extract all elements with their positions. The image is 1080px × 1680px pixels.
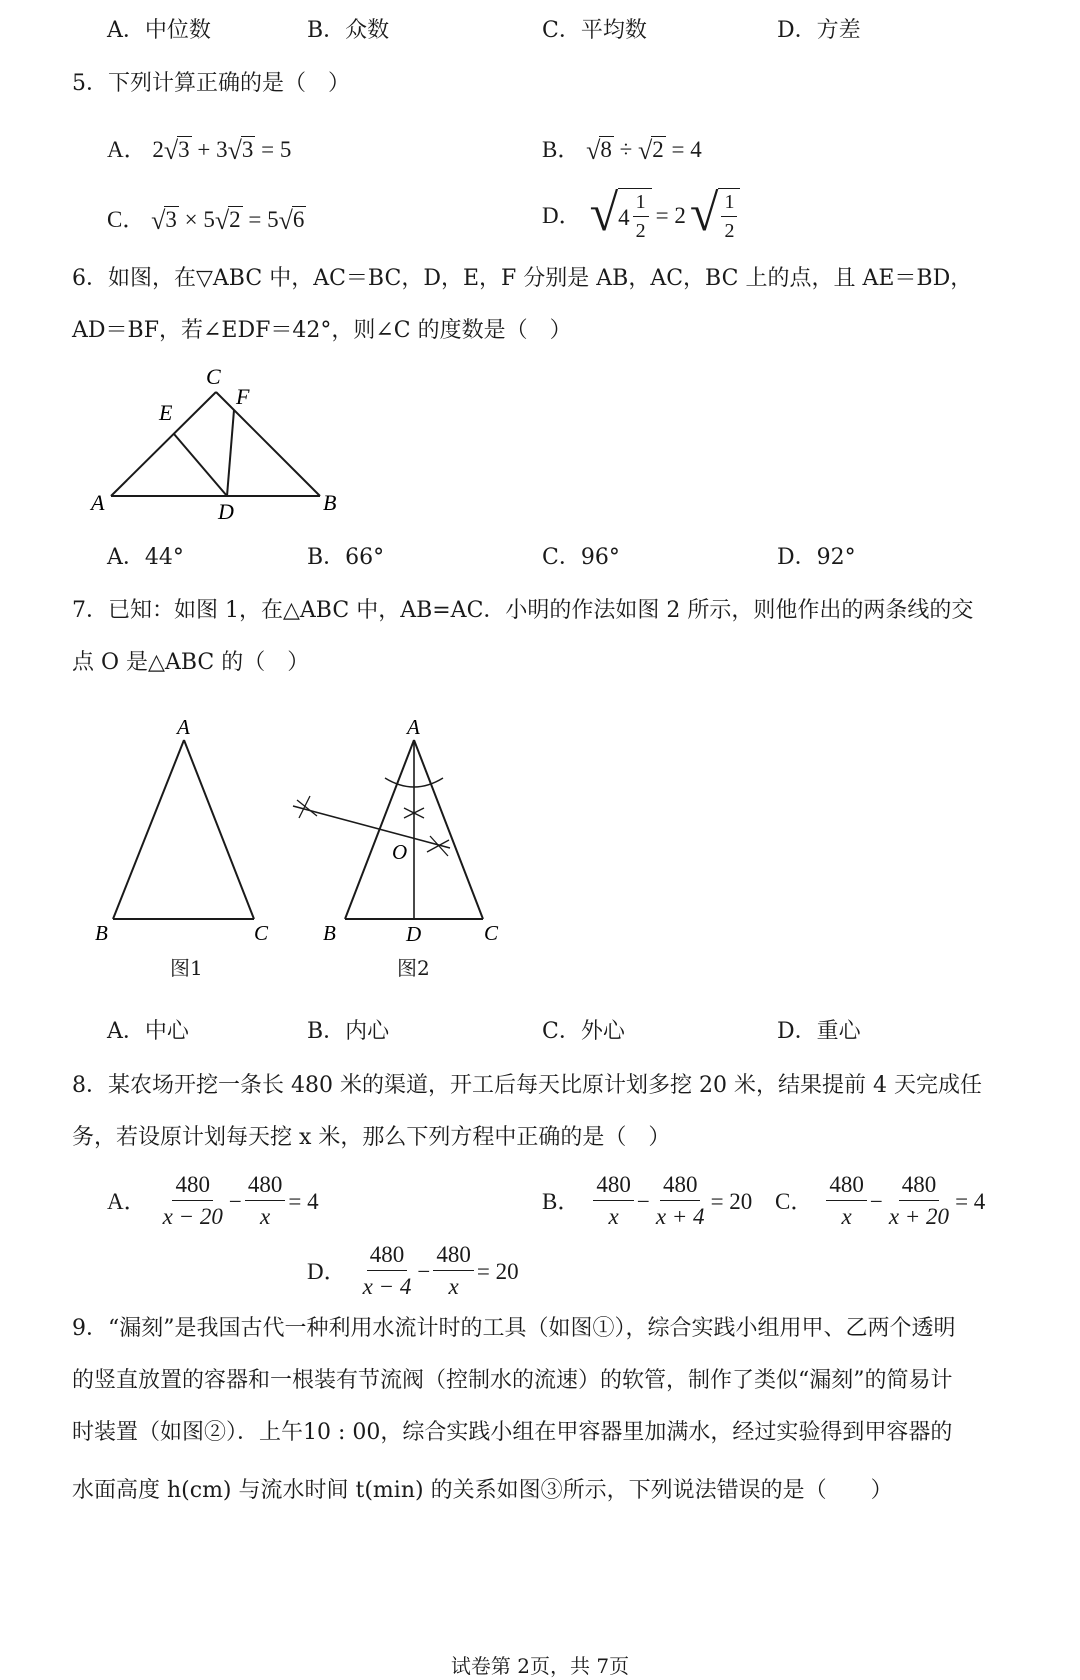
q6-option-c[interactable]: C．96° [542,545,620,570]
label-b: B [323,490,337,515]
fig1-label-b: B [95,921,108,945]
q7-stem-line1: 7．已知：如图 1，在△ABC 中，AB=AC．小明的作法如图 2 所示，则他作出的两条线的交 [72,598,974,623]
q5-option-b[interactable]: B． √8 ÷ √2 = 4 [542,136,702,165]
q7-figure-2 [293,715,499,946]
q7-option-d[interactable]: D．重心 [777,1019,861,1044]
q9-stem-line3: 时装置（如图②）．上午10 : 00，综合实践小组在甲容器里加满水，经过实验得到甲容器的 [72,1420,953,1445]
q9-stem-line2: 的竖直放置的容器和一根装有节流阀（控制水的流速）的软管，制作了类似“漏刻”的简易计 [72,1368,953,1393]
segment-ed [174,434,227,496]
fig2-caption: 图2 [397,956,430,980]
fig2-label-d: D [406,922,422,946]
q4-option-d[interactable]: D．方差 [777,18,861,43]
fig1-label-c: C [254,921,269,945]
q4-option-b[interactable]: B．众数 [307,18,390,43]
fig1-label-a: A [177,715,190,739]
q7-figure-1 [95,715,269,945]
fig1-side-ac [184,740,254,919]
q6-triangle-figure [85,362,365,522]
label-e: E [159,400,173,425]
fig1-caption: 图1 [170,956,203,980]
page-footer: 试卷第 2页，共 7页 [450,1654,630,1678]
label-d: D [218,499,234,522]
q8-option-d[interactable]: D． $\frac{480}{x - 4}$ − $\frac{480}{x}$ = 20 [307,1242,519,1300]
q6-option-d[interactable]: D．92° [777,545,856,570]
fig2-label-a: A [407,715,420,739]
label-a: A [91,490,105,515]
q5-stem: 5．下列计算正确的是（ ） [72,71,350,96]
fig2-label-o: O [392,840,408,864]
q6-stem-line1: 6．如图，在▽ABC 中，AC＝BC，D，E，F 分别是 AB，AC，BC 上的点，且 AE＝BD， [72,266,973,291]
q7-option-b[interactable]: B．内心 [307,1019,390,1044]
q9-stem-line1: 9．“漏刻”是我国古代一种利用水流计时的工具（如图①），综合实践小组用甲、乙两个透明 [72,1316,956,1341]
fig2-side-ac [414,740,483,919]
q7-stem-line2: 点 O 是△ABC 的（ ） [72,650,310,675]
fig2-arc-mark-right [427,836,449,856]
fig2-label-c: C [484,921,499,945]
q7-figures [85,712,515,982]
q8-stem-line1: 8．某农场开挖一条长 480 米的渠道，开工后每天比原计划多挖 20 米，结果提前 4 天完成任 [72,1073,982,1098]
q7-option-c[interactable]: C．外心 [542,1019,625,1044]
q7-option-a[interactable]: A．中心 [107,1019,189,1044]
fig2-perpendicular-bisector [293,806,450,848]
fig2-arc-mark-left [297,796,317,818]
q8-option-b[interactable]: B． $\frac{480}{x}$ − $\frac{480}{x + 4}$ = 20 [542,1172,753,1230]
q8-option-c[interactable]: C． $\frac{480}{x}$ − $\frac{480}{x + 20}$ = 4 [775,1172,986,1230]
q6-option-a[interactable]: A．44° [107,545,184,570]
fig2-label-b: B [323,921,336,945]
q6-stem-line2: AD＝BF，若∠EDF＝42°，则∠C 的度数是（ ） [72,318,572,343]
segment-fd [227,410,234,496]
q5-option-a[interactable]: A． 2√3 + 3√3 = 5 [107,136,292,165]
q8-option-a[interactable]: A． $\frac{480}{x - 20}$ − $\frac{480}{x}$ = 4 [107,1172,319,1230]
label-f: F [236,384,250,409]
q6-option-b[interactable]: B．66° [307,545,385,570]
q8-stem-line2: 务，若设原计划每天挖 x 米，那么下列方程中正确的是（ ） [72,1125,671,1150]
q5-option-c[interactable]: C． √3 × 5√2 = 5√6 [107,206,305,235]
q9-stem-line4: 水面高度 h(cm) 与流水时间 t(min) 的关系如图③所示，下列说法错误的是（ ） [72,1478,893,1503]
fig1-side-ab [113,740,184,919]
q4-option-c[interactable]: C．平均数 [542,18,647,43]
label-c: C [206,364,221,389]
q5-option-d[interactable]: D． √ 4 $\frac{1}{2}$ = 2 √ $\frac{1}{2}$ [542,188,740,243]
q4-option-a[interactable]: A．中位数 [107,18,211,43]
